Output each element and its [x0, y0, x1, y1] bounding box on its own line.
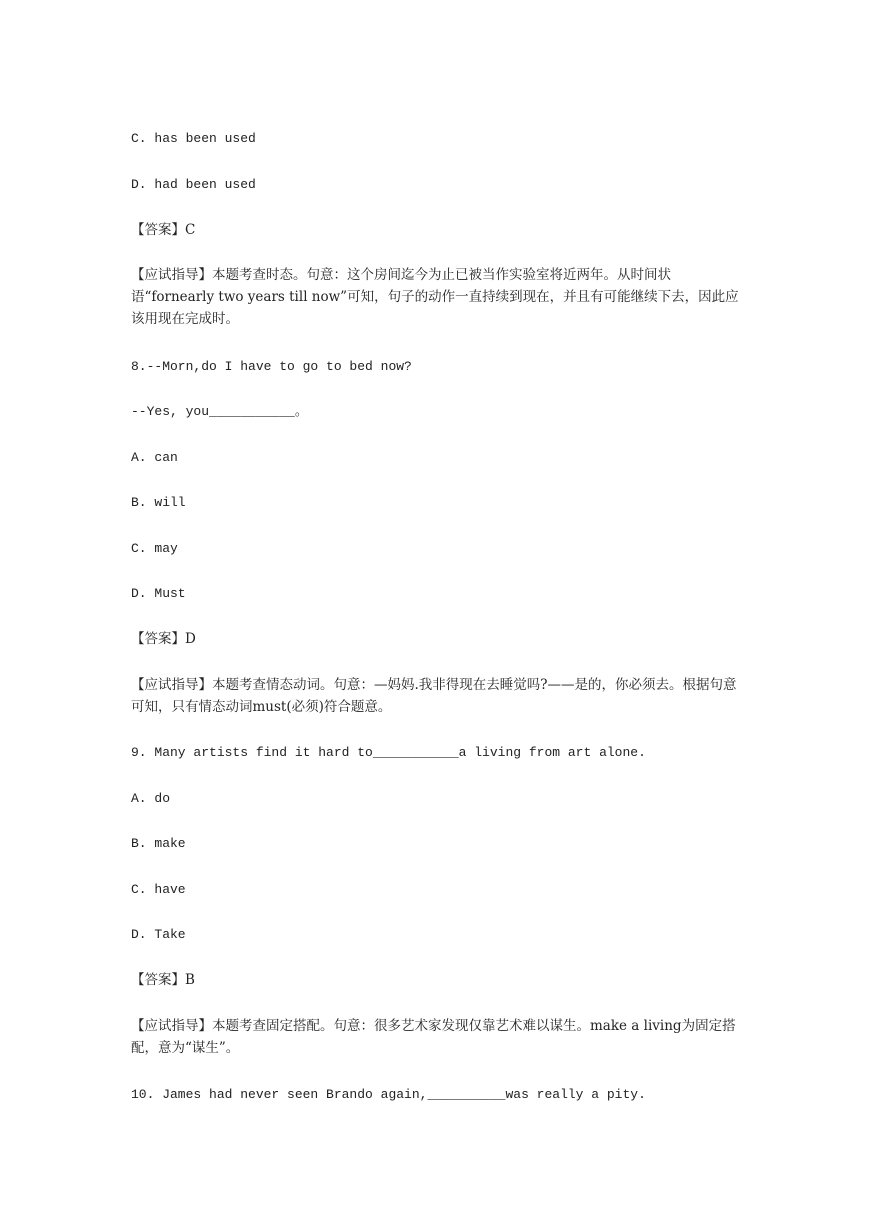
option-c: C. has been used — [131, 131, 256, 146]
question-10: 10. James had never seen Brando again,__________was really a pity. — [131, 1087, 646, 1102]
explanation: 【应试指导】本题考查时态。句意：这个房间迄今为止已被当作实验室将近两年。从时间状语“fornearly two years till now”可知，句子的动作一直持续到现在，并且有可能继续下去，因此应该用现在完成时。 — [131, 267, 739, 327]
option-d: D. Must — [131, 586, 186, 601]
answer: 【答案】C — [131, 222, 196, 238]
option-b: B. will — [131, 495, 186, 510]
option-c: C. may — [131, 541, 178, 556]
question-8: 8.--Morn,do I have to go to bed now? — [131, 359, 412, 374]
option-b: B. make — [131, 836, 186, 851]
option-a: A. can — [131, 450, 178, 465]
option-d: D. Take — [131, 927, 186, 942]
answer: 【答案】D — [131, 631, 196, 647]
answer: 【答案】B — [131, 972, 195, 988]
explanation: 【应试指导】本题考查固定搭配。句意：很多艺术家发现仅靠艺术难以谋生。make a living为固定搭配，意为“谋生”。 — [131, 1018, 736, 1056]
question-8-reply: --Yes, you___________。 — [131, 404, 308, 419]
question-9: 9. Many artists find it hard to___________a living from art alone. — [131, 745, 646, 760]
option-c: C. have — [131, 882, 186, 897]
option-a: A. do — [131, 791, 171, 806]
option-d: D. had been used — [131, 177, 256, 192]
explanation: 【应试指导】本题考查情态动词。句意：—妈妈.我非得现在去睡觉吗?——是的，你必须去。根据句意可知，只有情态动词must(必须)符合题意。 — [131, 677, 737, 715]
